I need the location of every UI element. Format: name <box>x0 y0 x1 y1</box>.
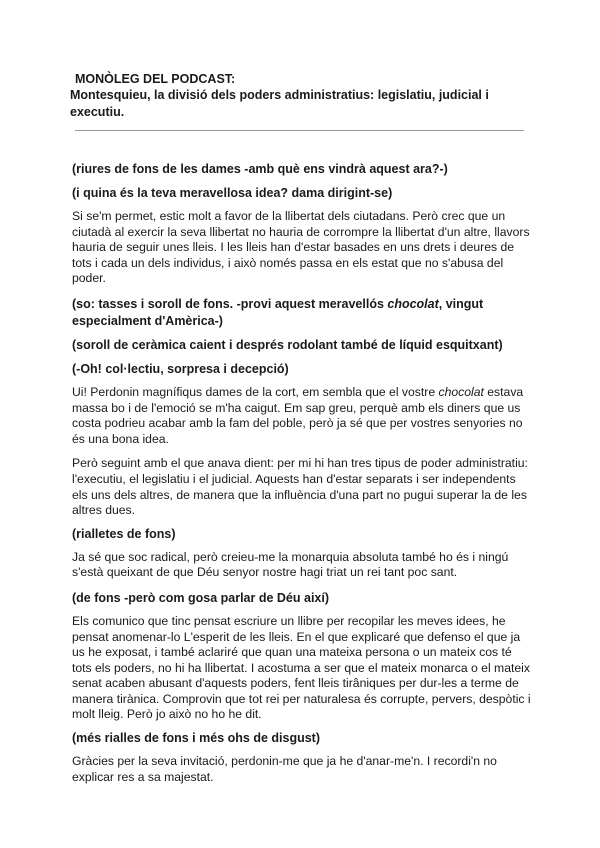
paragraph: Els comunico que tinc pensat escriure un llibre per recopilar les meves idees, he pensat anomenar-lo L'esperit de les lleis. En el que explicaré que defenso el que ja us he exposat, i també aclariré que quan una mateixa persona o un mateix cos té tots els poders, no hi ha llibertat. I acostuma a ser que el mateix monarca o el mateix senat acaben abusant d'aquests poders, fent lleis tirâniques per dur-les a terme de manera tirànica. Comprovin que tot rei per naturalesa és corrupte, pervers, despòtic i molt lleig. Però jo això no ho he dit. <box>72 613 531 722</box>
title-block <box>70 71 530 121</box>
stage-text: (so: tasses i soroll de fons. -provi aquest meravellós <box>72 296 388 311</box>
paragraph-text: estava massa bo i de l'emoció se m'ha caigut. Em sap greu, perquè amb els diners que us costa podrieu acabar amb la fam del poble, però ja sé que per vostres senyories no és una bona idea. <box>72 384 524 446</box>
paragraph-emphasis: chocolat <box>438 384 484 399</box>
horizontal-divider <box>75 130 524 131</box>
stage-direction: (soroll de ceràmica caient i després rodolant també de líquid esquitxant) <box>72 337 503 352</box>
stage-emphasis: chocolat <box>387 296 439 311</box>
stage-direction: (de fons -però com gosa parlar de Déu així) <box>72 590 330 605</box>
doc-subtitle: Montesquieu, la divisió dels poders administratius: legislatiu, judicial i executiu. <box>70 88 489 119</box>
paragraph: Gràcies per la seva invitació, perdonin-me que ja he d'anar-me'n. I recordi'n no explicar res a sa majestat. <box>72 754 497 784</box>
stage-direction: (rialletes de fons) <box>72 526 176 541</box>
paragraph: Si se'm permet, estic molt a favor de la llibertat dels ciutadans. Però crec que un ciutadà al exercir la seva llibertat no hauria de corrompre la llibertat d'un altre, llavors hauria de seguir unes lleis. I les lleis han d'estar basades en uns drets i deures de tots i cada un dels individus, i això només passa en els estat que no s'abusa del poder. <box>72 209 530 286</box>
monologue-body <box>72 161 532 794</box>
paragraph-text: Ui! Perdonin magnífiqus dames de la cort, em sembla que el vostre <box>72 384 439 399</box>
paragraph: Ja sé que soc radical, però creieu-me la monarquia absoluta també ho és i ningú s'està queixant de que Déu senyor nostre hagi triat un rei tant poc sant. <box>72 549 509 580</box>
paragraph: Però seguint amb el que anava dient: per mi hi han tres tipus de poder administratiu: l'executiu, el legislatiu i el judicial. Aquests han d'estar separats i ser independents els uns dels altres, de manera que la influència d'una part no pugui superar la de les altres dues. <box>72 456 528 518</box>
doc-title: MONÒLEG DEL PODCAST: <box>75 72 236 86</box>
stage-direction: (-Oh! col·lectiu, sorpresa i decepció) <box>72 361 289 376</box>
stage-direction: (riures de fons de les dames -amb què ens vindrà aquest ara?-) <box>72 162 448 176</box>
paragraph <box>72 385 532 447</box>
stage-direction: (més rialles de fons i més ohs de disgust) <box>72 731 320 746</box>
stage-direction <box>72 296 532 330</box>
stage-text: , vingut especialment d'Amèrica-) <box>72 296 484 328</box>
stage-direction: (i quina és la teva meravellosa idea? dama dirigint-se) <box>72 186 393 200</box>
